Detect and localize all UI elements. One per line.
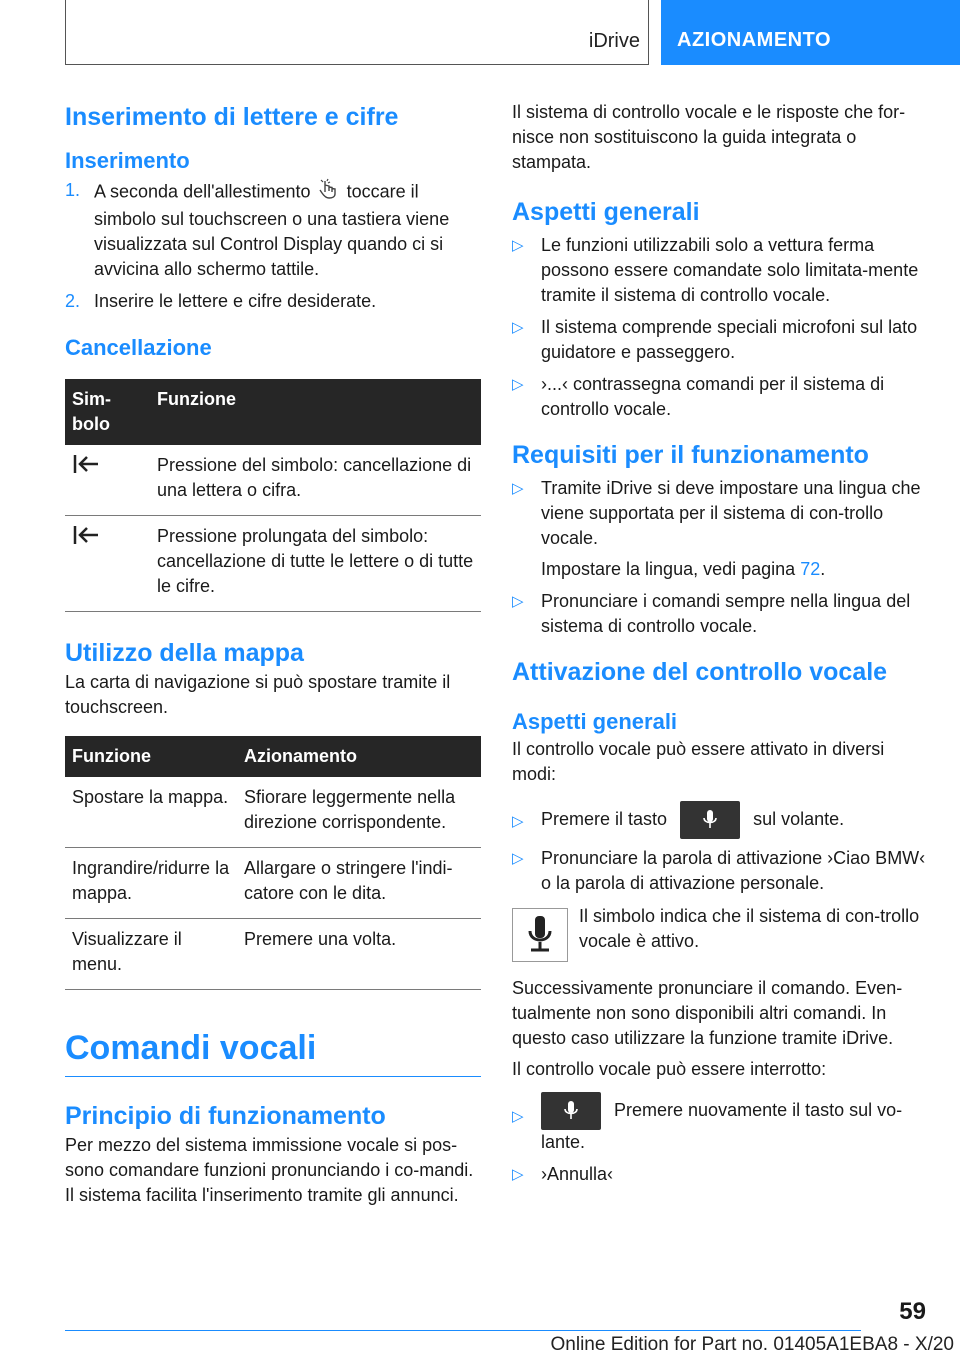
microphone-active-icon [512,908,568,962]
heading-aspetti-generali-2: Aspetti generali [512,709,678,734]
header-section-tab: AZIONAMENTO [661,0,960,65]
attivazione-intro: Il controllo vocale può essere attivato in diversi modi: [512,739,885,784]
table-row: Spostare la mappa. Sfiorare leggermente nella direzione corrispondente. [65,777,481,848]
attivazione-list [512,801,926,896]
list-item: ▷ Premere il tasto sul volante. [512,801,926,839]
cancel-table [65,379,481,612]
heading-mappa: Utilizzo della mappa [65,639,304,667]
mic-note: Il simbolo indica che il sistema di con-trollo vocale è attivo. [512,904,926,964]
table-header-azionamento: Azionamento [237,736,481,777]
heading-inserimento: Inserimento [65,148,190,173]
list-item: ▷ Premere nuovamente il tasto sul vo-lante. [512,1092,926,1155]
heading-aspetti-generali: Aspetti generali [512,198,700,226]
table-row: Ingrandire/ridurre la mappa. Allargare o stringere l'indi-catore con le dita. [65,848,481,919]
list-item: ▷ ›...‹ contrassegna comandi per il sistema di controllo vocale. [512,374,885,419]
heading-rule [65,1076,481,1077]
backspace-icon [72,530,100,550]
mappa-intro: La carta di navigazione si può spostare tramite il touchscreen. [65,672,451,717]
hand-touch-icon [316,178,342,207]
after-text: Successivamente pronunciare il comando. Even-tualmente non sono disponibili altri comandi. In questo caso utilizzare la funzione tramite iDrive. [512,978,903,1048]
backspace-icon [72,459,100,479]
footer-rule [65,1330,861,1331]
table-row: Visualizzare il menu. Premere una volta. [65,919,481,990]
table-row: Pressione del simbolo: cancellazione di una lettera o cifra. [65,445,481,516]
list-item: ▷ Pronunciare i comandi sempre nella lingua del sistema di controllo vocale. [512,591,911,636]
interrupt-intro: Il controllo vocale può essere interrotto: [512,1059,827,1079]
list-item: ▷ Il sistema comprende speciali microfoni sul lato guidatore e passeggero. [512,317,918,362]
steps-list [65,178,481,314]
heading-inserimento-lettere: Inserimento di lettere e cifre [65,103,399,131]
footer-edition: Online Edition for Part no. 01405A1EBA8 - X/20 [550,1334,954,1355]
heading-cancellazione: Cancellazione [65,335,212,360]
page-number: 59 [899,1298,926,1325]
table-header-funzione: Funzione [65,736,237,777]
requisiti-list [512,476,926,639]
header-chapter: iDrive [588,30,640,52]
intro-text: Il sistema di controllo vocale e le risposte che for-nisce non sostituiscono la guida integrata o stampata. [512,102,906,172]
list-item: ▷ Tramite iDrive si deve impostare una lingua che viene supportata per il sistema di con-trollo vocale. Impostare la lingua, vedi pagina 72. [512,478,921,579]
table-row: Pressione prolungata del simbolo: cancellazione di tutte le lettere o di tutte le cifre. [65,516,481,612]
heading-attivazione: Attivazione del controllo vocale [512,658,888,686]
right-column [512,100,926,1194]
list-item: ▷ Le funzioni utilizzabili solo a vettura ferma possono essere comandate solo limitata-mente tramite il sistema di controllo vocale. [512,235,919,305]
table-header-funzione: Funzione [150,379,481,445]
page-link[interactable]: 72 [800,559,821,579]
step-item: 1. A seconda dell'allestimento toccare il simbolo sul touchscreen o una tastiera viene visualizzata sul Control Display quando ci si avvicina allo schermo tattile. [65,180,450,279]
heading-requisiti: Requisiti per il funzionamento [512,441,869,469]
heading-comandi-vocali: Comandi vocali [65,1029,317,1067]
step-item: 2. Inserire le lettere e cifre desiderate. [65,291,377,311]
principio-text: Per mezzo del sistema immissione vocale si pos-sono comandare funzioni pronunciando i co-mandi. Il sistema facilita l'inserimento tramite gli annunci. [65,1135,474,1205]
mic-button-icon [680,801,740,839]
interrupt-list [512,1092,926,1187]
aspetti-list [512,233,926,422]
list-item: ▷ Pronunciare la parola di attivazione ›Ciao BMW‹ o la parola di attivazione personale. [512,848,926,893]
left-column [65,100,481,1208]
map-table [65,736,481,990]
mic-button-icon [541,1092,601,1130]
table-header-simbolo: Sim- bolo [65,379,150,445]
heading-principio: Principio di funzionamento [65,1102,386,1130]
list-item: ▷ ›Annulla‹ [512,1164,614,1184]
